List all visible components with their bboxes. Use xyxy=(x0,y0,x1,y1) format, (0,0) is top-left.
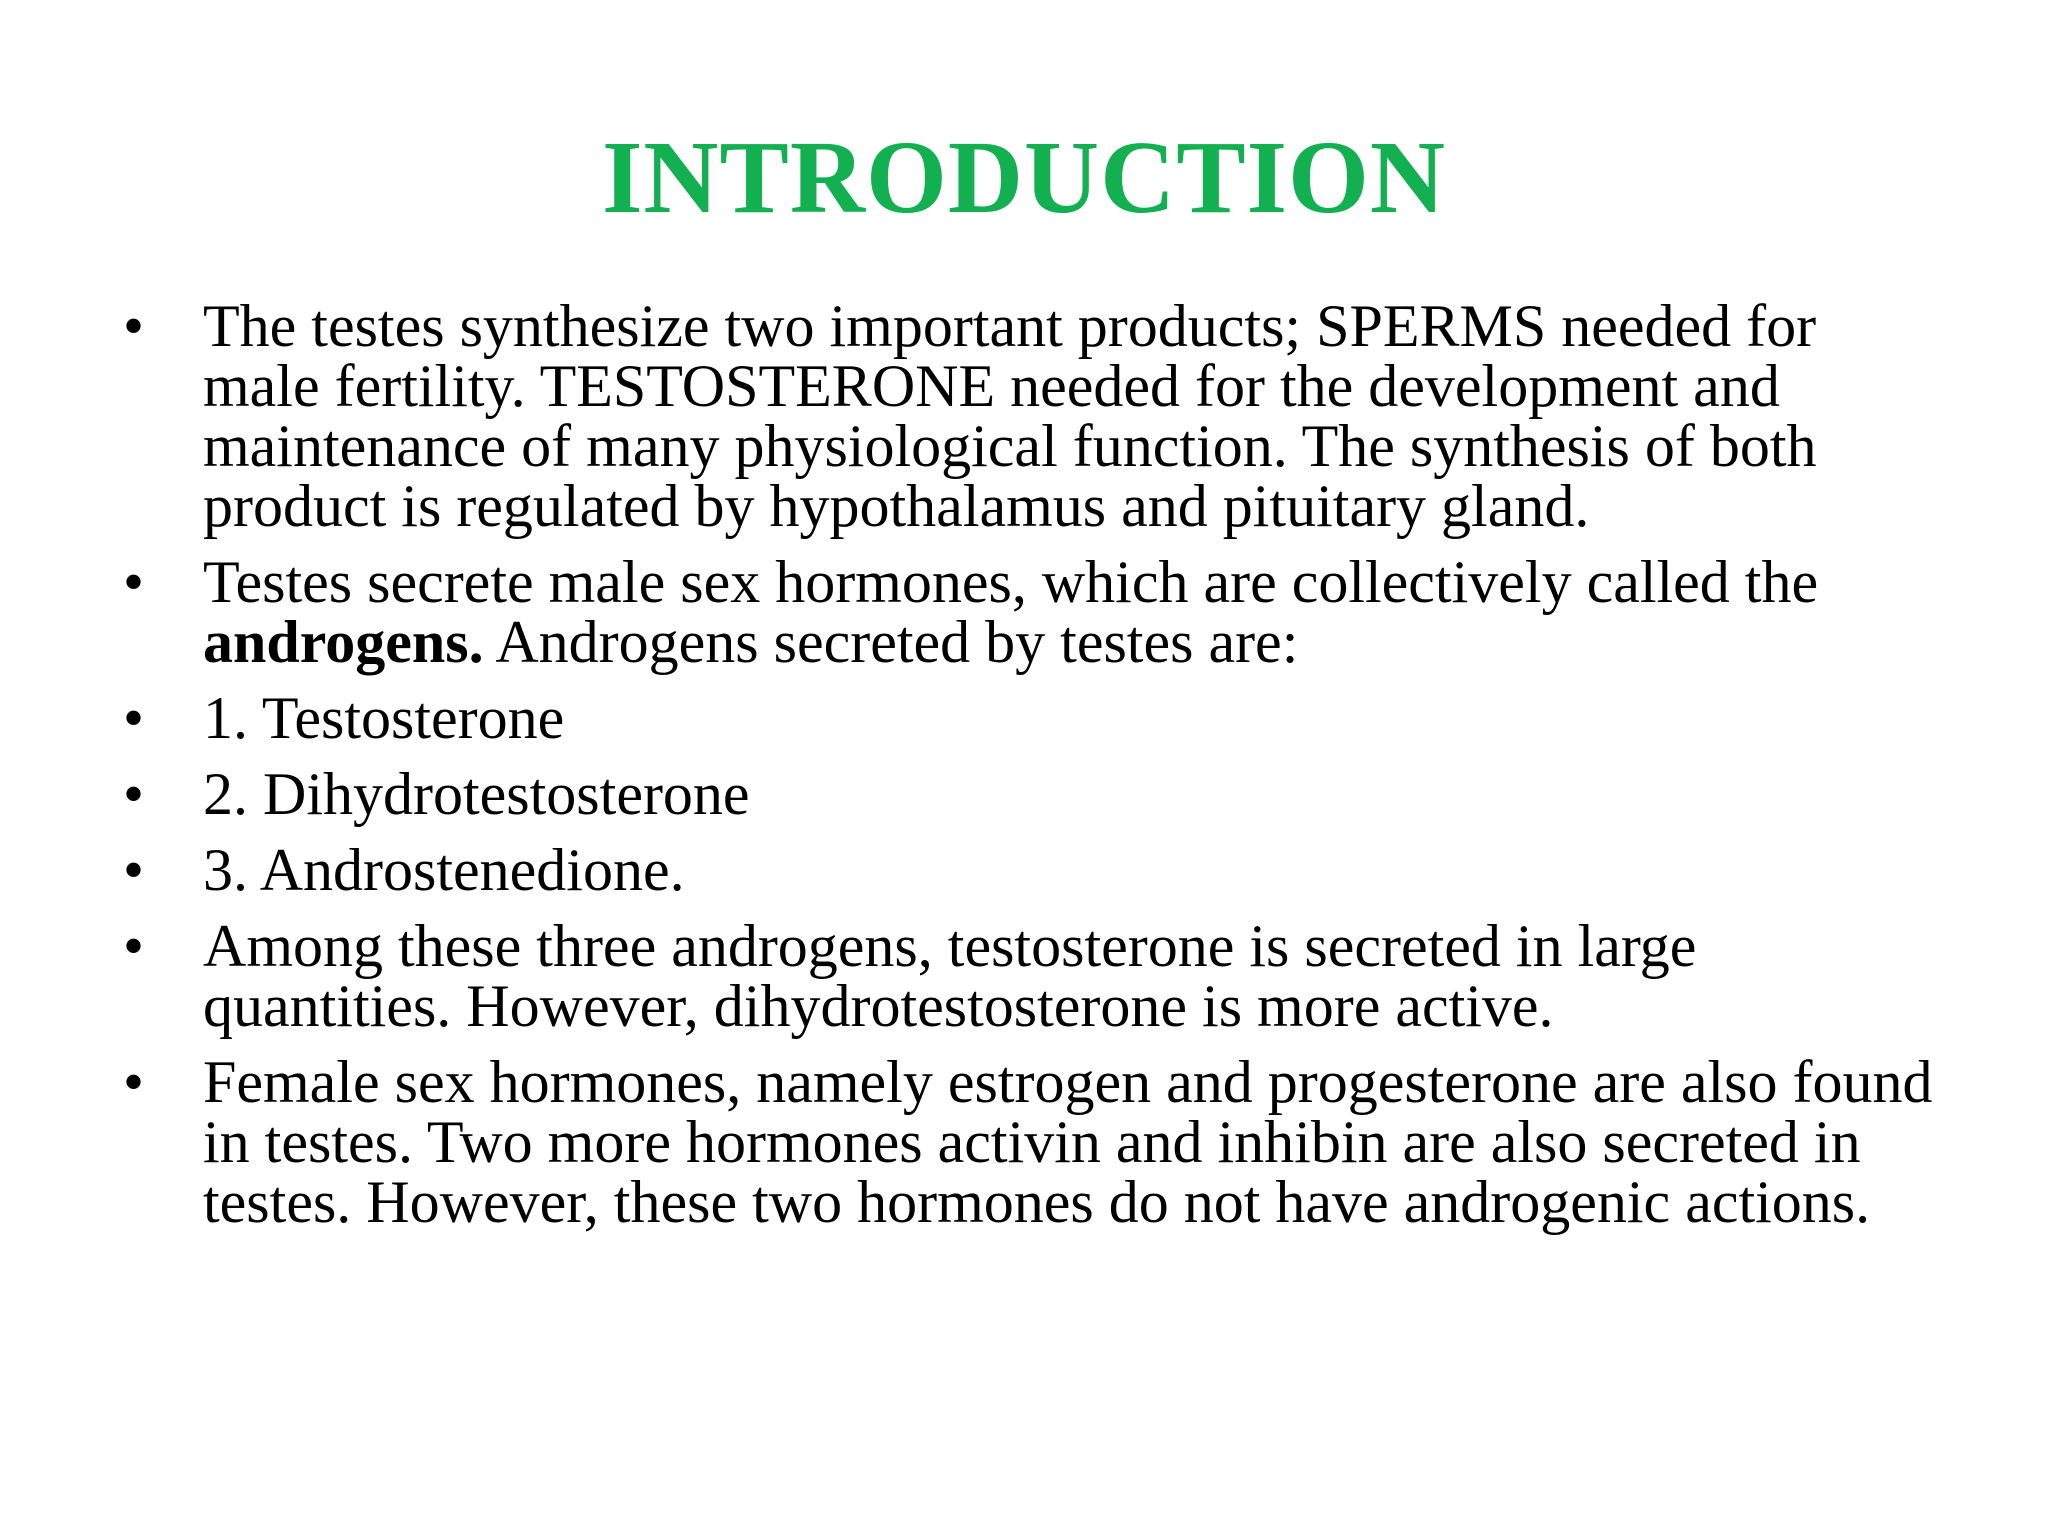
bullet-text: Among these three androgens, testosterone is secreted in large quantities. However, dihydrotestosterone is more active. xyxy=(203,913,1697,1039)
bullet-text: The testes synthesize two important products; SPERMS needed for male fertility. TESTOSTERONE needed for the development and maintenance of many physiological function. The synthesis of both product is regulated by hypothalamus and pituitary gland. xyxy=(203,293,1817,539)
bullet-text-lead: Testes secrete male sex hormones, which are collectively called the xyxy=(203,549,1819,615)
bullet-icon: • xyxy=(123,685,145,751)
bullet-item-androgen-activity xyxy=(115,913,1945,1039)
bullet-icon: • xyxy=(123,549,145,615)
bullet-text: 2. Dihydrotestosterone xyxy=(203,761,750,827)
bullet-icon: • xyxy=(123,761,145,827)
bullet-text-bold-term: androgens. xyxy=(203,609,484,675)
bullet-item-androstenedione xyxy=(115,837,1945,903)
bullet-list xyxy=(115,293,1945,1248)
bullet-item-testosterone xyxy=(115,685,1945,751)
bullet-item-testes-products xyxy=(115,293,1945,539)
bullet-text: 3. Androstenedione. xyxy=(203,837,685,903)
bullet-icon: • xyxy=(123,913,145,979)
bullet-icon: • xyxy=(123,293,145,359)
slide-title: INTRODUCTION xyxy=(601,120,1447,235)
bullet-icon: • xyxy=(123,837,145,903)
bullet-icon: • xyxy=(123,1049,145,1115)
bullet-item-dihydrotestosterone xyxy=(115,761,1945,827)
bullet-text-tail: Androgens secreted by testes are: xyxy=(483,609,1299,675)
bullet-item-androgens xyxy=(115,549,1945,675)
bullet-text: 1. Testosterone xyxy=(203,685,565,751)
bullet-item-female-hormones xyxy=(115,1049,1945,1235)
bullet-text xyxy=(203,549,1818,675)
bullet-text: Female sex hormones, namely estrogen and progesterone are also found in testes. Two more hormones activin and inhibin are also secreted in testes. However, these two hormones do not have androgenic actions. xyxy=(203,1049,1933,1235)
